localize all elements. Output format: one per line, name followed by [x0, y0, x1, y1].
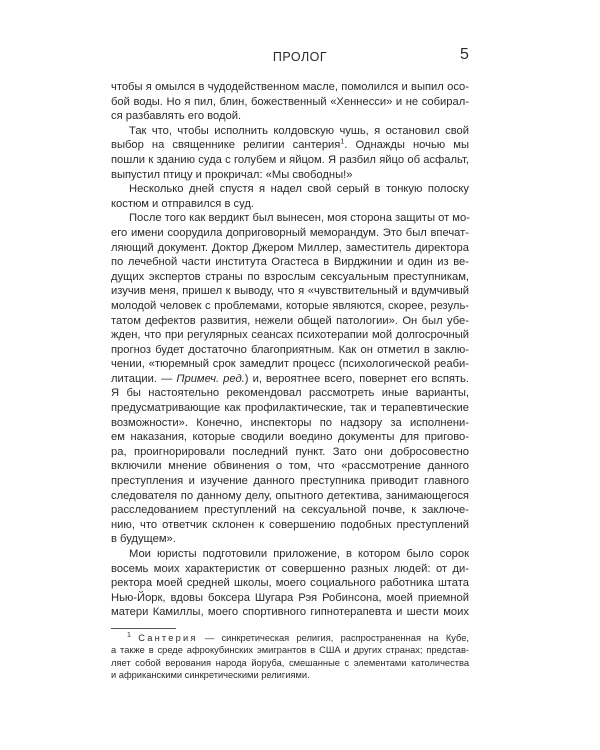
text-line — [111, 314, 469, 329]
text-line — [111, 562, 469, 577]
text-line — [111, 372, 469, 387]
text-line — [111, 270, 469, 285]
text-line — [111, 95, 469, 110]
page-number: 5 — [460, 46, 469, 63]
footnote-line — [111, 632, 469, 644]
text-line — [111, 138, 469, 153]
text-line — [111, 474, 469, 489]
text-line — [111, 386, 469, 401]
text-segment: чении, «тюремный срок замедлит процесс (психологической реаби- — [111, 358, 469, 371]
text-segment: Нью-Йорк, вдовы боксера Шугара Рэя Робинсона, моей приемной — [111, 591, 469, 604]
text-segment: Так что, чтобы исполнить колдовскую чушь, я остановил свой — [129, 124, 469, 137]
text-line — [111, 211, 469, 226]
text-segment: ляет собой верования народа йоруба, смешанные с элементами католичества — [111, 657, 469, 668]
text-segment: по лечебной части института Огастеса в Вирджинии и один из ве- — [111, 256, 469, 269]
text-line — [111, 241, 469, 256]
text-line — [111, 80, 469, 95]
text-segment: Мои юристы подготовили приложение, в котором было сорок — [129, 548, 469, 560]
body-text — [111, 80, 469, 620]
text-segment: пошли к зданию суда с голубем и яйцом. Я разбил яйцо об асфальт, — [111, 153, 469, 166]
text-segment: а также в среде афрокубинских эмигрантов в США и других странах; представ- — [111, 645, 469, 656]
text-line — [111, 591, 469, 606]
text-segment: После того как вердикт был вынесен, моя сторона защиты от мо- — [129, 212, 470, 225]
text-segment: жден, что при регулярных сеансах психотерапии мой долгосрочный — [111, 329, 469, 342]
text-line — [111, 284, 469, 299]
text-line — [111, 489, 469, 504]
text-segment: ра, проигнорировали последний пункт. Зато они добросовестно — [111, 445, 469, 458]
text-line — [111, 430, 469, 445]
text-segment: следователя по данному делу, опытного детектива, занимающегося — [111, 489, 469, 502]
text-segment: расследованием преступлений на сексуальной почве, к заключе- — [111, 504, 469, 517]
text-segment: молодой человек с проблемами, которые являются, скорее, резуль- — [111, 299, 469, 312]
text-segment: включили мнение обвинения о том, что «рассмотрение данного — [111, 460, 469, 473]
footnote — [111, 632, 469, 682]
text-line — [111, 605, 469, 620]
text-segment: — синкретическая религия, распространенная на Кубе, — [197, 633, 469, 643]
text-line — [111, 518, 469, 533]
text-line — [111, 416, 469, 431]
footnote-line — [111, 657, 469, 669]
text-segment: матери Камиллы, моего спортивного гипнотерапевта и шести моих — [111, 606, 469, 619]
text-segment: восемь моих характеристик от совершенно разных людей: от ди- — [111, 562, 469, 575]
text-segment: его имени соорудила доприговорный меморандум. Это был впечат- — [111, 226, 469, 239]
footnote-divider — [111, 628, 176, 629]
text-segment: преступления и изучение данного преступника приводит главного — [111, 475, 469, 488]
text-segment: ректора моей средней школы, моего социального работника штата — [111, 577, 469, 590]
text-line — [111, 547, 469, 562]
text-segment: татом дефектов развития, нежели общей патологии». Он был убе- — [111, 314, 469, 327]
text-line — [111, 459, 469, 474]
text-line — [111, 197, 469, 212]
footnote-term: Сантерия — [138, 633, 198, 643]
text-segment: ) и, вероятнее всего, повернет его вспять. — [244, 372, 469, 385]
text-segment: дущих экспертов страны по взрослым сексуальным преступникам, — [111, 270, 469, 283]
text-line — [111, 357, 469, 372]
running-header-title: ПРОЛОГ — [272, 50, 328, 64]
text-segment: выпустил птицу и прокричал: «Мы свободны!» — [111, 168, 353, 181]
text-segment: чтобы я омылся в чудодейственном масле, помолился и выпил осо- — [111, 81, 469, 93]
text-segment: прогноз будет достаточно благоприятным. Как он отметил в заклю- — [111, 343, 469, 356]
text-segment: ем наказания, которые сводили воедино документы для пригово- — [111, 431, 469, 444]
text-segment: костюм и отправился в суд. — [111, 197, 254, 210]
text-line — [111, 328, 469, 343]
text-line — [111, 255, 469, 270]
text-line — [111, 299, 469, 314]
text-line — [111, 532, 469, 547]
text-segment: нию, что ответчик склонен к совершению подобных преступлений — [111, 518, 469, 531]
text-segment: литации. — — [111, 372, 173, 385]
footnote-line — [111, 669, 469, 681]
text-segment: возможности». Конечно, инспекторы по надзору за исполнени- — [111, 416, 469, 429]
text-segment: и африканскими синкретическими религиями. — [111, 670, 310, 681]
text-line — [111, 182, 469, 197]
text-line — [111, 109, 469, 124]
text-segment: ся разбавлять его водой. — [111, 110, 242, 123]
text-line — [111, 401, 469, 416]
footnote-marker: 1 — [127, 631, 131, 639]
text-segment: выбор на священнике религии сантерия — [111, 139, 341, 152]
text-line — [111, 124, 469, 139]
text-line — [111, 226, 469, 241]
text-line — [111, 343, 469, 358]
text-segment: Я бы настоятельно рекомендовал рассмотреть иные варианты, — [111, 387, 469, 400]
text-line — [111, 445, 469, 460]
footnote-reference[interactable]: 1 — [340, 138, 345, 146]
text-segment: изучив меня, пришел к выводу, что я «чувствительный и вдумчивый — [111, 285, 469, 298]
text-line — [111, 168, 469, 183]
text-line — [111, 153, 469, 168]
editor-note: Примеч. ред. — [176, 372, 245, 385]
text-segment: предусматривающие как профилактические, так и терапевтические — [111, 402, 469, 415]
text-line — [111, 576, 469, 591]
text-segment: Несколько дней спустя я надел свой серый в тонкую полоску — [129, 183, 469, 196]
text-line — [111, 503, 469, 518]
text-segment: бой воды. Но я пил, блин, божественный «Хеннесси» и не собирал- — [111, 95, 469, 108]
text-segment: в будущем». — [111, 533, 176, 546]
text-segment: ляющий документ. Доктор Джером Миллер, заместитель директора — [111, 241, 469, 254]
text-segment: . Однажды ночью мы — [344, 139, 469, 152]
footnote-line — [111, 644, 469, 656]
